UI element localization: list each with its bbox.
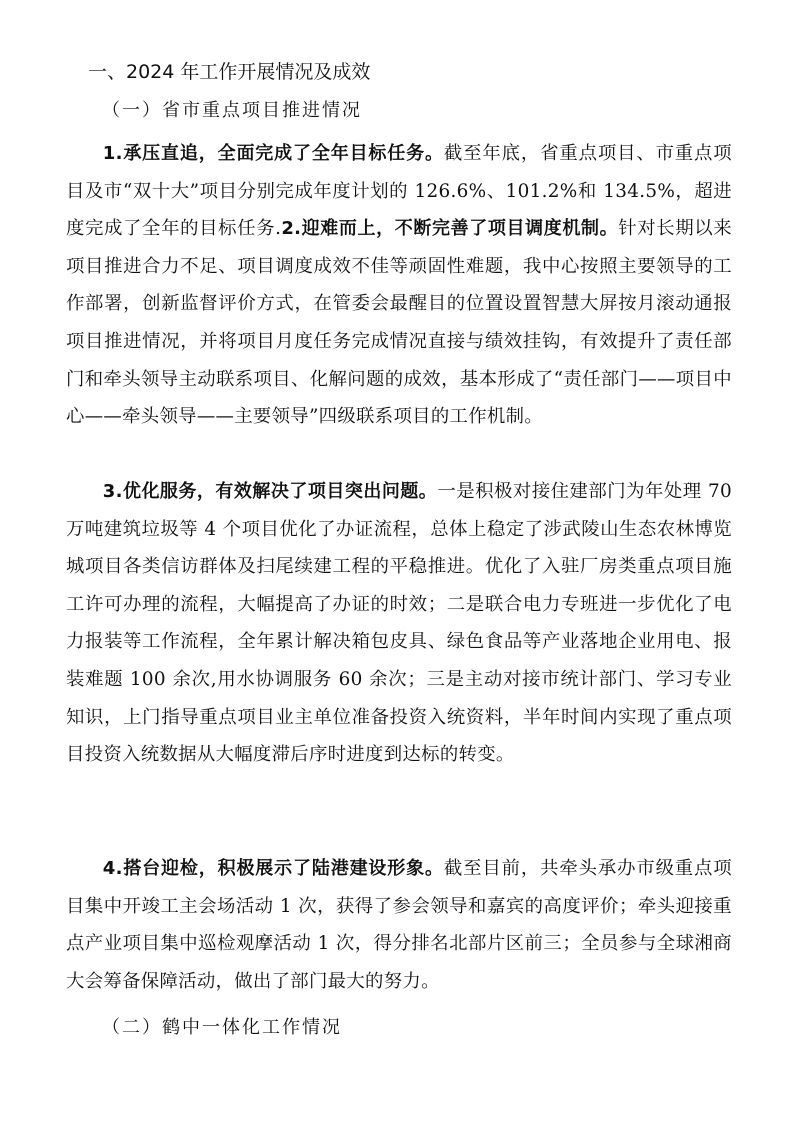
paragraph-4-body: 截至目前，共牵头承办市级重点项目集中开竣工主会场活动 1 次，获得了参会领导和嘉宾的高度评价；牵头迎接重点产业项目集中巡检观摩活动 1 次，得分排名北部片区前三；全员参与全球湘商大会筹备保障活动，做出了部门最大的努力。 (66, 858, 732, 992)
paragraph-1-2 (66, 135, 732, 436)
paragraph-1-body: 截至年底，省重点项目、市重点项目及市“双十大”项目分别完成年度计划的 126.6%、101.2%和 134.5%，超进度完成了全年的目标任务. (66, 143, 732, 240)
paragraph-4 (66, 850, 732, 1000)
paragraph-2-title: 2.迎难而上，不断完善了项目调度机制。 (281, 218, 619, 240)
paragraph-4-title: 4.搭台迎检，积极展示了陆港建设形象。 (102, 858, 444, 879)
subsection-heading-1: （一）省市重点项目推进情况 (102, 100, 362, 121)
paragraph-3-body: 一是积极对接住建部门为年处理 70 万吨建筑垃圾等 4 个项目优化了办证流程，总体上稳定了涉武陵山生态农林博览城项目各类信访群体及扫尾续建工程的平稳推进。优化了入驻厂房类重点项目施工许可办理的流程，大幅提高了办证的时效；二是联合电力专班进一步优化了电力报装等工作流程，全年累计解决箱包皮具、绿色食品等产业落地企业用电、报装难题 100 余次,用水协调服务 60 余次；三是主动对接市统计部门、学习专业知识，上门指导重点项目业主单位准备投资入统资料，半年时间内实现了重点项目投资入统数据从大幅度滞后序时进度到达标的转变。 (66, 481, 732, 766)
paragraph-3 (66, 473, 732, 774)
subsection-heading-2: （二）鹤中一体化工作情况 (102, 1017, 342, 1038)
paragraph-2-body: 针对长期以来项目推进合力不足、项目调度成效不佳等顽固性难题，我中心按照主要领导的工作部署，创新监督评价方式，在管委会最醒目的位置设置智慧大屏按月滚动通报项目推进情况，并将项目月度任务完成情况直接与绩效挂钩，有效提升了责任部门和牵头领导主动联系项目、化解问题的成效，基本形成了“责任部门——项目中心——牵头领导——主要领导”四级联系项目的工作机制。 (66, 218, 732, 428)
section-heading: 一、2024 年工作开展情况及成效 (88, 61, 371, 83)
paragraph-1-title: 1.承压直追，全面完成了全年目标任务。 (102, 143, 444, 164)
paragraph-3-title: 3.优化服务，有效解决了项目突出问题。 (102, 481, 438, 502)
